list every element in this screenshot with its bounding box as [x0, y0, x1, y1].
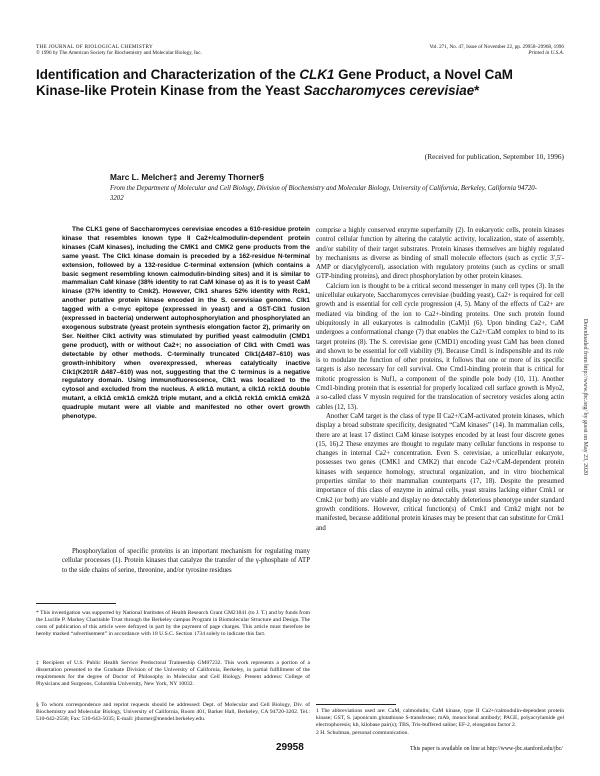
journal-header-right: [429, 44, 564, 57]
body-paragraph: Another CaM target is the class of type II Ca2+/CaM-activated protein kinases, which display a broad substrate specificity, designated “CaM kinases” (14). In mammalian cells, there are at least 17 distinct CaM kinase isotypes encoded by at least four discrete genes (15, 16).2 These enzymes are thought to regulate many cellular functions in response to changes in internal Ca2+ concentration. Even S. cerevisiae, a unicellular eukaryote, possesses two genes (CMK1 and CMK2) that encode Ca2+/CaM-dependent protein kinases with sequence homology, structural organization, and in vitro biochemical properties similar to their mammalian counterparts (17, 18). Despite the presumed importance of this class of enzyme in animal cells, yeast strains lacking either Cmk1 or Cmk2 (or both) are viable and display no detectably deleterious phenotype under standard growth conditions. However, critical function(s) of Cmk1 and Cmk2 might not be manifested, because additional protein kinases may be present that can substitute for Cmk1 and: [316, 412, 564, 532]
volume-line: Vol. 271, No. 47, Issue of November 22, pp. 29958–29968, 1996: [429, 44, 564, 50]
abstract: The CLK1 gene of Saccharomyces cerevisiae encodes a 610-residue protein kinase that resembles known type II Ca2+/calmodulin-dependent protein kinases (CaM kinases), including the CMK1 and CMK2 gene products from the same yeast. The Clk1 kinase domain is preceded by a 162-residue N-terminal extension, followed by a 132-residue C-terminal extension (which contains a basic segment resembling known calmodulin-binding sites) and it is similar to mammalian CaM kinase (38% identity to rat CaM kinase α) as it is to yeast CaM kinase (37% identity to Cmk2). However, Clk1 shares 52% identity with Rck1, another putative protein kinase encoded in the S. cerevisiae genome. Clk1 tagged with a c-myc epitope (expressed in yeast) and a GST-Clk1 fusion (expressed in bacteria) underwent autophosphorylation and phosphorylated an exogenous substrate (yeast protein synthesis elongation factor 2), primarily on Ser. Neither Clk1 activity was stimulated by purified yeast calmodulin (CMD1 gene product), with or without Ca2+; no association of Clk1 with Cmd1 was detectable by other methods. C-terminally truncated Clk1(Δ487–610) was growth-inhibitory when overexpressed, whereas catalytically inactive Clk1(K201R Δ487–610) was not, suggesting that the C terminus is a negative regulatory domain. Using immunofluorescence, Clk1 was localized to the cytosol and excluded from the nucleus. A elk1Δ mutant, a clk1Δ rck1Δ double mutant, a clk1Δ cmk1Δ cmk2Δ triple mutant, and a clk1Δ rck1Δ cmk1Δ cmk2Δ quadruple mutant were all viable and manifested no other overt growth phenotype.: [62, 226, 310, 421]
footnote-divider-right: [316, 704, 396, 705]
download-watermark-text: Downloaded from http://www.jbc.org/ by guest on May 23, 2020: [582, 318, 588, 476]
title-organism: Saccharomyces cerevisiae: [303, 82, 475, 98]
received-date: (Received for publication, September 10, 1996): [424, 152, 564, 161]
footnote-funding: * This investigation was supported by National Institutes of Health Research Grant GM21841 (to J. T.) and by funds from the Lucille P. Markey Charitable Trust through the Berkeley campus Program in Biomolecular Structure and Design. The costs of publication of this article were defrayed in part by the payment of page charges. This article must therefore be hereby marked “advertisement” in accordance with 18 U.S.C. Section 1734 solely to indicate this fact.: [36, 610, 310, 638]
page-number: 29958: [276, 742, 304, 753]
copyright-line: © 1996 by The American Society for Biochemistry and Molecular Biology, Inc.: [36, 50, 202, 57]
title-mark: *: [474, 82, 480, 98]
online-availability: This paper is available on line at http://www-jbc.stanford.edu/jbc/: [410, 746, 563, 752]
title-part1: Identification and Characterization of the: [36, 67, 300, 82]
title-gene: CLK1: [299, 67, 335, 82]
footnote-correspondence: § To whom correspondence and reprint requests should be addressed: Dept. of Molecular and Cell Biology, Div. of Biochemistry and Molecular Biology, University of California, Room 401, Barker Hall, Berkeley, CA 94720-3202. Tel.: 510-642-2558; Fax: 510-643-5035; E-mail: jthorner@mendel.berkeley.edu.: [36, 702, 310, 723]
download-watermark: [581, 248, 589, 548]
footnote-personal-communication: 2 H. Schulman, personal communication.: [316, 730, 409, 736]
footnote-divider: [36, 603, 116, 604]
intro-paragraph: Phosphorylation of specific proteins is an important mechanism for regulating many cellular processes (1). Protein kinases that catalyze the transfer of the γ-phosphate of ATP to the side chains of serine, threonine, and/or tyrosine residues: [62, 548, 310, 574]
journal-header-left: [36, 44, 202, 57]
journal-name: THE JOURNAL OF BIOLOGICAL CHEMISTRY: [36, 44, 154, 50]
authors: Marc L. Melcher‡ and Jeremy Thorner§: [110, 172, 265, 182]
footnote-abbreviations: 1 The abbreviations used are: CaM, calmodulin; CaM kinase, type II Ca2+/calmodulin-dependent protein kinase; GST, S. japonicum glutathione S-transferase; mAb, monoclonal antibody; PAGE, polyacrylamide gel electrophoresis; kb, kilobase pair(s); TBS, Tris-buffered saline; EF-2, elongation factor 2.: [316, 708, 564, 729]
printed-line: Printed in U.S.A.: [528, 50, 564, 57]
body-paragraph: comprise a highly conserved enzyme superfamily (2). In eukaryotic cells, protein kinases control cellular function by altering the catalytic activity, localization, state of assembly, and/or stability of their target substrates. Protein kinases themselves are highly regulated by mechanisms as diverse as binding of small molecule effectors (such as cyclic 3′,5′-AMP or diacylglycerol), association with regulatory proteins (such as cyclins or small GTP-binding proteins), and direct phosphorylation by other protein kinases.: [316, 227, 564, 281]
body-column-right: [316, 226, 564, 533]
footnote-traineeship: ‡ Recipient of U.S. Public Health Service Predoctoral Traineeship GM07232. This work represents a portion of a dissertation presented to the Graduate Division of the University of California, Berkeley, in partial fulfillment of the requirements for the degree of Doctor of Philosophy in Molecular and Cell Biology. Present address: College of Physicians and Surgeons, Columbia University, New York, NY 10032.: [36, 660, 310, 688]
article-title: [36, 67, 556, 98]
body-paragraph: Calcium ion is thought to be a critical second messenger in many cell types (3). In the unicellular eukaryote, Saccharomyces cerevisiae (budding yeast), Ca2+ is required for cell growth and is essential for cell cycle progression (4, 5). Many of the effects of Ca2+ are mediated via binding of the ion to Ca2+-binding proteins. One such protein found ubiquitously in all eukaryotes is calmodulin (CaM)1 (6). Upon binding Ca2+, CaM undergoes a conformational change (7) that enables the Ca2+/CaM complex to bind to its target proteins (8). The S. cerevisiae gene (CMD1) encoding yeast CaM has been cloned and shown to be essential for cell viability (9). Because Cmd1 is indispensible and its role is to modulate the function of other proteins, it follows that one or more of its specific targets is also necessary for cell survival. One Cmd1-binding protein that is critical for mitotic progression is Nuf1, a component of the spindle pole body (10, 11). Another Cmd1-binding protein that is essential for properly localized cell surface growth is Myo2, a so-called class V myosin required for the translocation of secretory vesicles along actin cables (12, 13).: [316, 282, 564, 411]
affiliation: From the Department of Molecular and Cell Biology, Division of Biochemistry and Molecular Biology, University of California, Berkeley, California 94720-3202: [110, 185, 537, 202]
title-part2: Gene Product, a Novel CaM Kinase-like Protein Kinase from the Yeast: [36, 67, 513, 98]
